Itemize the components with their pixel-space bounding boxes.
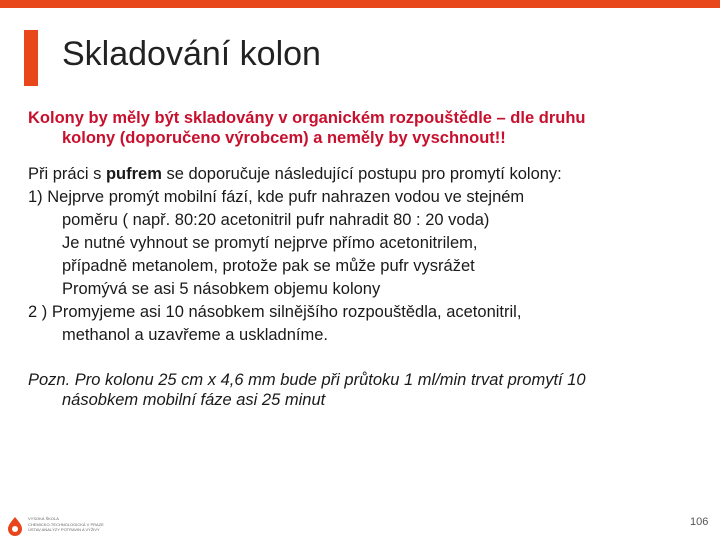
intro-line-2: kolony (doporučeno výrobcem) a neměly by vyschnout!! [62, 129, 506, 147]
slide-content [28, 108, 698, 410]
procedure-line: poměru ( např. 80:20 acetonitril pufr nahradit 80 : 20 voda) [62, 211, 490, 229]
logo-text [28, 516, 104, 533]
note [28, 370, 698, 410]
note-line-2: násobkem mobilní fáze asi 25 minut [62, 391, 326, 409]
procedure-lead [28, 163, 698, 186]
intro-warning [28, 108, 698, 148]
logo-text-line: VYSOKÁ ŠKOLA [28, 516, 59, 521]
logo-text-line: ÚSTAV ANALÝZY POTRAVIN A VÝŽIVY [28, 527, 100, 532]
intro-line-1: Kolony by měly být skladovány v organickém rozpouštědle – dle druhu [28, 109, 586, 127]
procedure-lead-bold: pufrem [105, 165, 162, 183]
page-number: 106 [690, 516, 709, 528]
flame-drop-logo-icon [6, 516, 24, 536]
procedure-step-1: 1) Nejprve promýt mobilní fází, kde pufr nahrazen vodou ve stejném [28, 188, 525, 206]
note-line-1: Pozn. Pro kolonu 25 cm x 4,6 mm bude při průtoku 1 ml/min trvat promytí 10 [28, 371, 586, 389]
footer-logo [6, 514, 126, 538]
title-accent-bar [24, 30, 38, 86]
procedure-step-2: 2 ) Promyjeme asi 10 násobkem silnějšího rozpouštědla, acetonitril, [28, 303, 522, 321]
procedure-lead-after: se doporučuje následující postupu pro promytí kolony: [161, 165, 562, 183]
procedure-line: Promývá se asi 5 násobkem objemu kolony [62, 280, 381, 298]
top-accent-bar [0, 0, 720, 8]
procedure-line: případně metanolem, protože pak se může pufr vysrážet [62, 257, 475, 275]
procedure-line: Je nutné vyhnout se promytí nejprve přímo acetonitrilem, [62, 234, 478, 252]
slide-title: Skladování kolon [62, 35, 321, 73]
procedure-lead-before: Při práci s [28, 165, 106, 183]
procedure-line: methanol a uzavřeme a uskladníme. [62, 326, 328, 344]
logo-text-line: CHEMICKO-TECHNOLOGICKÁ V PRAZE [28, 521, 104, 527]
